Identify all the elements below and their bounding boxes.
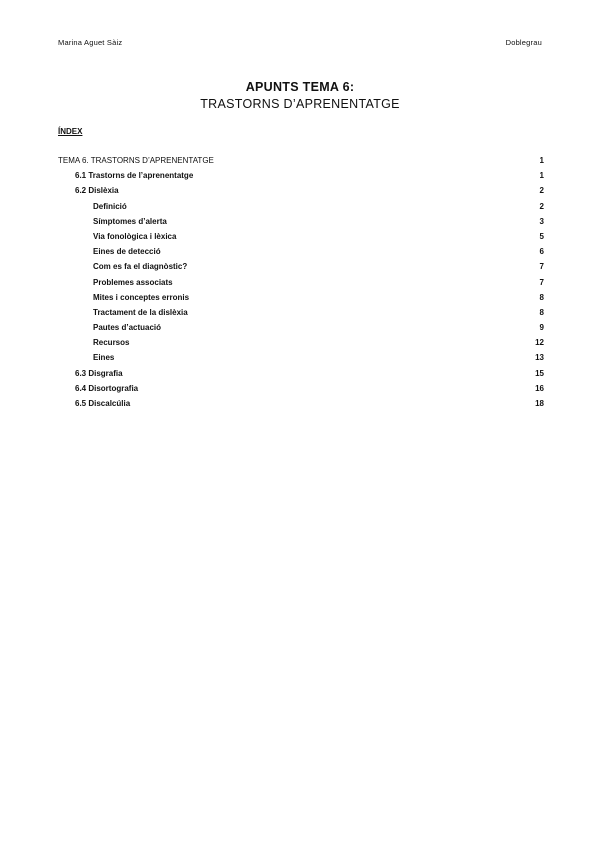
- document-subtitle: TRASTORNS D’APRENENTATGE: [200, 97, 400, 111]
- toc-entry-label: TEMA 6. TRASTORNS D’APRENENTATGE: [58, 156, 214, 165]
- toc-entry-page: 6: [539, 247, 544, 257]
- toc-entry-label: Mites i conceptes erronis: [93, 292, 190, 302]
- toc-entry[interactable]: [58, 307, 544, 322]
- toc-entry-page: 8: [539, 307, 544, 317]
- toc-entry[interactable]: [58, 185, 544, 200]
- toc-entry-page: 7: [539, 277, 544, 287]
- toc-heading: ÍNDEX: [58, 127, 83, 136]
- toc-entry-label: Via fonològica i lèxica: [93, 231, 177, 241]
- toc-entry[interactable]: [58, 383, 544, 398]
- toc-entry[interactable]: [58, 246, 544, 261]
- toc-entry[interactable]: [58, 352, 544, 367]
- toc-entry-label: Tractament de la dislèxia: [93, 307, 188, 317]
- toc-entry-page: 18: [535, 399, 544, 408]
- toc-entry-label: 6.2 Dislèxia: [75, 186, 119, 196]
- toc-entry[interactable]: [58, 292, 544, 307]
- document-title: APUNTS TEMA 6:: [245, 80, 355, 94]
- toc-entry[interactable]: [58, 155, 544, 170]
- toc-entry-page: 15: [535, 368, 544, 378]
- toc-entry-page: 5: [539, 231, 544, 241]
- toc-entry-label: Com es fa el diagnòstic?: [93, 262, 188, 272]
- toc-entry-label: Pautes d’actuació: [93, 323, 162, 333]
- toc-entry-page: 12: [535, 338, 544, 348]
- toc-entry-label: Eines de detecció: [93, 247, 161, 257]
- toc-entry-label: 6.4 Disortografia: [75, 383, 139, 393]
- toc-entry-label: 6.5 Discalcúlia: [75, 399, 131, 408]
- toc-entry-label: Símptomes d’alerta: [93, 216, 167, 226]
- toc-entry-label: Definició: [93, 201, 127, 211]
- toc-entry[interactable]: [58, 337, 544, 352]
- toc-entry-page: 2: [539, 186, 544, 196]
- toc-entry-page: 8: [539, 292, 544, 302]
- toc-entry[interactable]: [58, 398, 544, 413]
- toc-entry-label: 6.1 Trastorns de l’aprenentatge: [75, 171, 194, 181]
- toc-entry-page: 1: [539, 171, 544, 181]
- header-source: Doblegrau: [505, 38, 542, 47]
- toc-entry-label: Problemes associats: [93, 277, 173, 287]
- toc-entry-page: 3: [539, 216, 544, 226]
- toc-entry-page: 13: [535, 353, 544, 363]
- table-of-contents: [58, 155, 544, 413]
- toc-entry[interactable]: [58, 201, 544, 216]
- toc-entry[interactable]: [58, 216, 544, 231]
- toc-entry-page: 9: [539, 323, 544, 333]
- toc-entry-label: Recursos: [93, 338, 130, 348]
- toc-entry[interactable]: [58, 277, 544, 292]
- toc-entry-page: 16: [535, 383, 544, 393]
- toc-entry[interactable]: [58, 322, 544, 337]
- toc-entry-page: 1: [539, 156, 544, 165]
- toc-entry-label: Eines: [93, 353, 115, 363]
- header-author: Marina Aguet Sàiz: [58, 38, 123, 47]
- toc-entry[interactable]: [58, 231, 544, 246]
- toc-entry-page: 2: [539, 201, 544, 211]
- toc-entry-page: 7: [539, 262, 544, 272]
- toc-entry[interactable]: [58, 368, 544, 383]
- toc-entry[interactable]: [58, 261, 544, 276]
- toc-entry-label: 6.3 Disgrafia: [75, 368, 123, 378]
- toc-entry[interactable]: [58, 170, 544, 185]
